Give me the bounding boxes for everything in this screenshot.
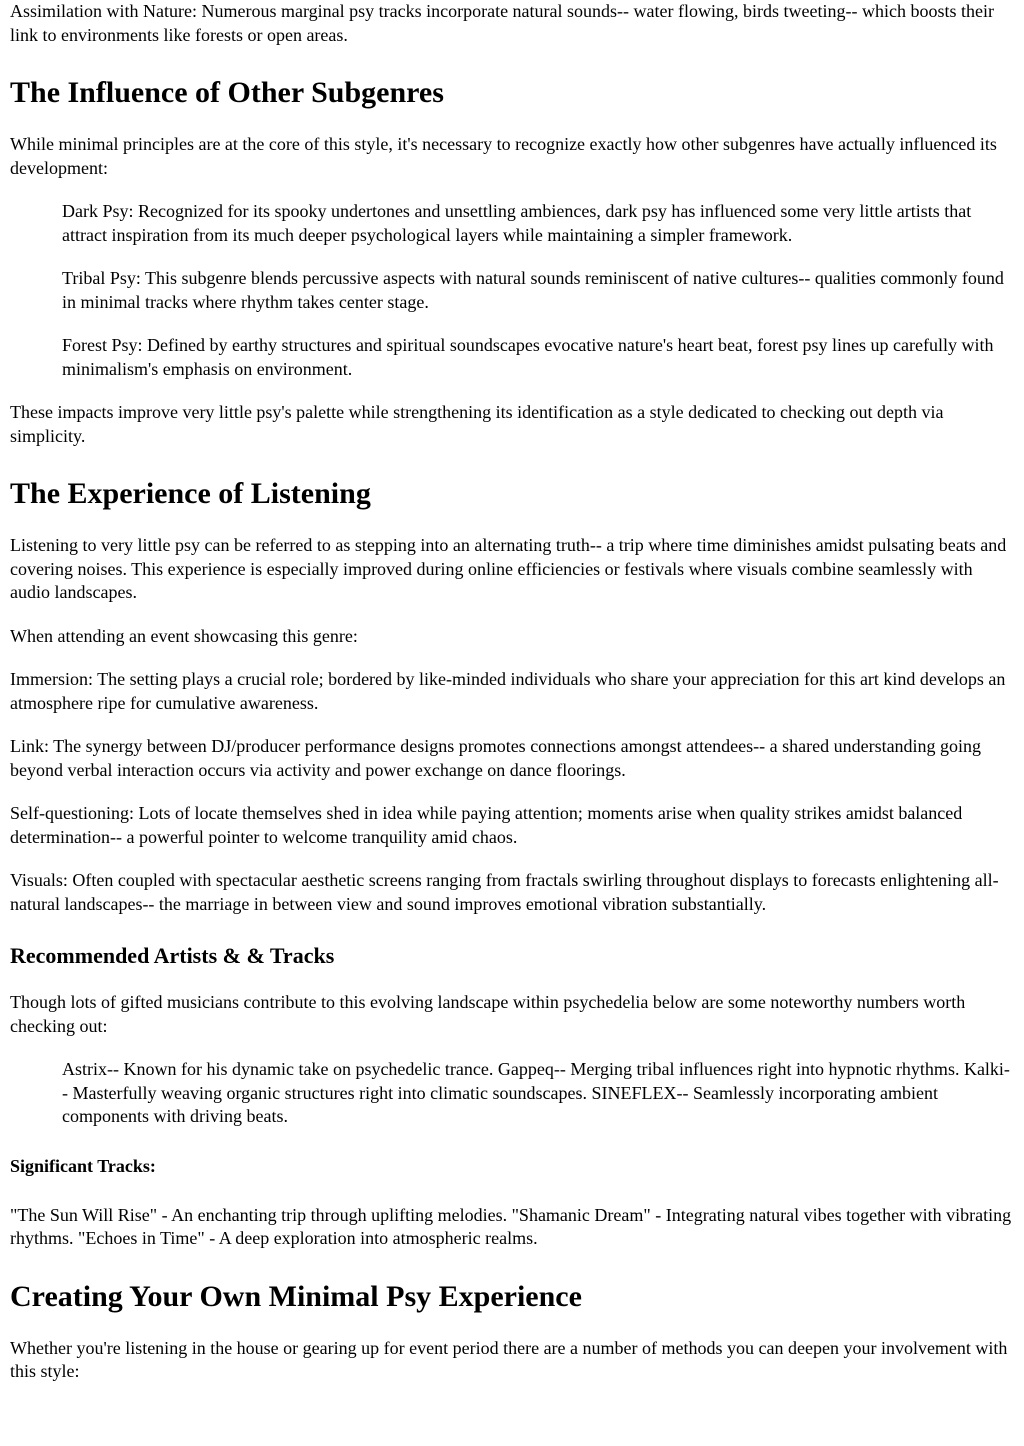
paragraph-link: Link: The synergy between DJ/producer performance designs promotes connections amongst attendees-- a shared understanding going beyond verbal interaction occurs via activity and power exchange on dance floorings. xyxy=(10,736,982,780)
paragraph-influence-lead: While minimal principles are at the core of this style, it's necessary to recognize exactly how other subgenres have actually influenced its development: xyxy=(10,134,997,178)
paragraph-influence-closing: These impacts improve very little psy's palette while strengthening its identification as a style dedicated to checking out depth via simplicity. xyxy=(10,402,944,446)
subgenre-item-dark-psy: Dark Psy: Recognized for its spooky undertones and unsettling ambiences, dark psy has influenced some very little artists that attract inspiration from its much deeper psychological layers while maintaining a simpler framework. xyxy=(62,201,972,245)
subgenre-item-tribal-psy: Tribal Psy: This subgenre blends percussive aspects with natural sounds reminiscent of native cultures-- qualities commonly found in minimal tracks where rhythm takes center stage. xyxy=(62,268,1004,312)
paragraph-experience-lead: Listening to very little psy can be referred to as stepping into an alternating truth-- a trip where time diminishes amidst pulsating beats and covering noises. This experience is especially improved during online efficiencies or festivals where visuals combine seamlessly with audio landscapes. xyxy=(10,535,1007,602)
paragraph-immersion: Immersion: The setting plays a crucial role; bordered by like-minded individuals who share your appreciation for this art kind develops an atmosphere ripe for cumulative awareness. xyxy=(10,669,1006,713)
subgenre-item-forest-psy: Forest Psy: Defined by earthy structures and spiritual soundscapes evocative nature's heart beat, forest psy lines up carefully with minimalism's emphasis on environment. xyxy=(62,335,994,379)
artists-list: Astrix-- Known for his dynamic take on psychedelic trance. Gappeq-- Merging tribal influences right into hypnotic rhythms. Kalki-- Masterfully weaving organic structures right into climatic soundscapes. SINEFLEX-- Seamlessly incorporating ambient components with driving beats. xyxy=(62,1059,1010,1126)
paragraph-self-questioning: Self-questioning: Lots of locate themselves shed in idea while paying attention; moments arise when quality strikes amidst balanced determination-- a powerful pointer to welcome tranquility amid chaos. xyxy=(10,803,963,847)
heading-experience: The Experience of Listening xyxy=(10,477,371,510)
paragraph-tracks: "The Sun Will Rise" - An enchanting trip through uplifting melodies. "Shamanic Dream" - Integrating natural vibes together with vibrating rhythms. "Echoes in Time" - A deep exploration into atmospheric realms. xyxy=(10,1204,1012,1248)
heading-tracks: Significant Tracks: xyxy=(10,1155,156,1176)
paragraph-assimilation: Assimilation with Nature: Numerous marginal psy tracks incorporate natural sounds-- water flowing, birds tweeting-- which boosts their link to environments like forests or open areas. xyxy=(10,1,994,45)
paragraph-event-intro: When attending an event showcasing this genre: xyxy=(10,625,358,646)
heading-influence: The Influence of Other Subgenres xyxy=(10,76,444,109)
artists-quote xyxy=(62,1058,1014,1129)
heading-creating: Creating Your Own Minimal Psy Experience xyxy=(10,1279,582,1313)
paragraph-creating-lead: Whether you're listening in the house or gearing up for event period there are a number of methods you can deepen your involvement with this style: xyxy=(10,1337,1008,1381)
subgenre-quote xyxy=(62,200,1014,381)
paragraph-visuals: Visuals: Often coupled with spectacular aesthetic screens ranging from fractals swirling throughout displays to forecasts enlightening all-natural landscapes-- the marriage in between view and sound improves emotional vibration substantially. xyxy=(10,870,999,914)
paragraph-artists-lead: Though lots of gifted musicians contribute to this evolving landscape within psychedelia below are some noteworthy numbers worth checking out: xyxy=(10,992,966,1036)
heading-artists: Recommended Artists & & Tracks xyxy=(10,943,335,968)
